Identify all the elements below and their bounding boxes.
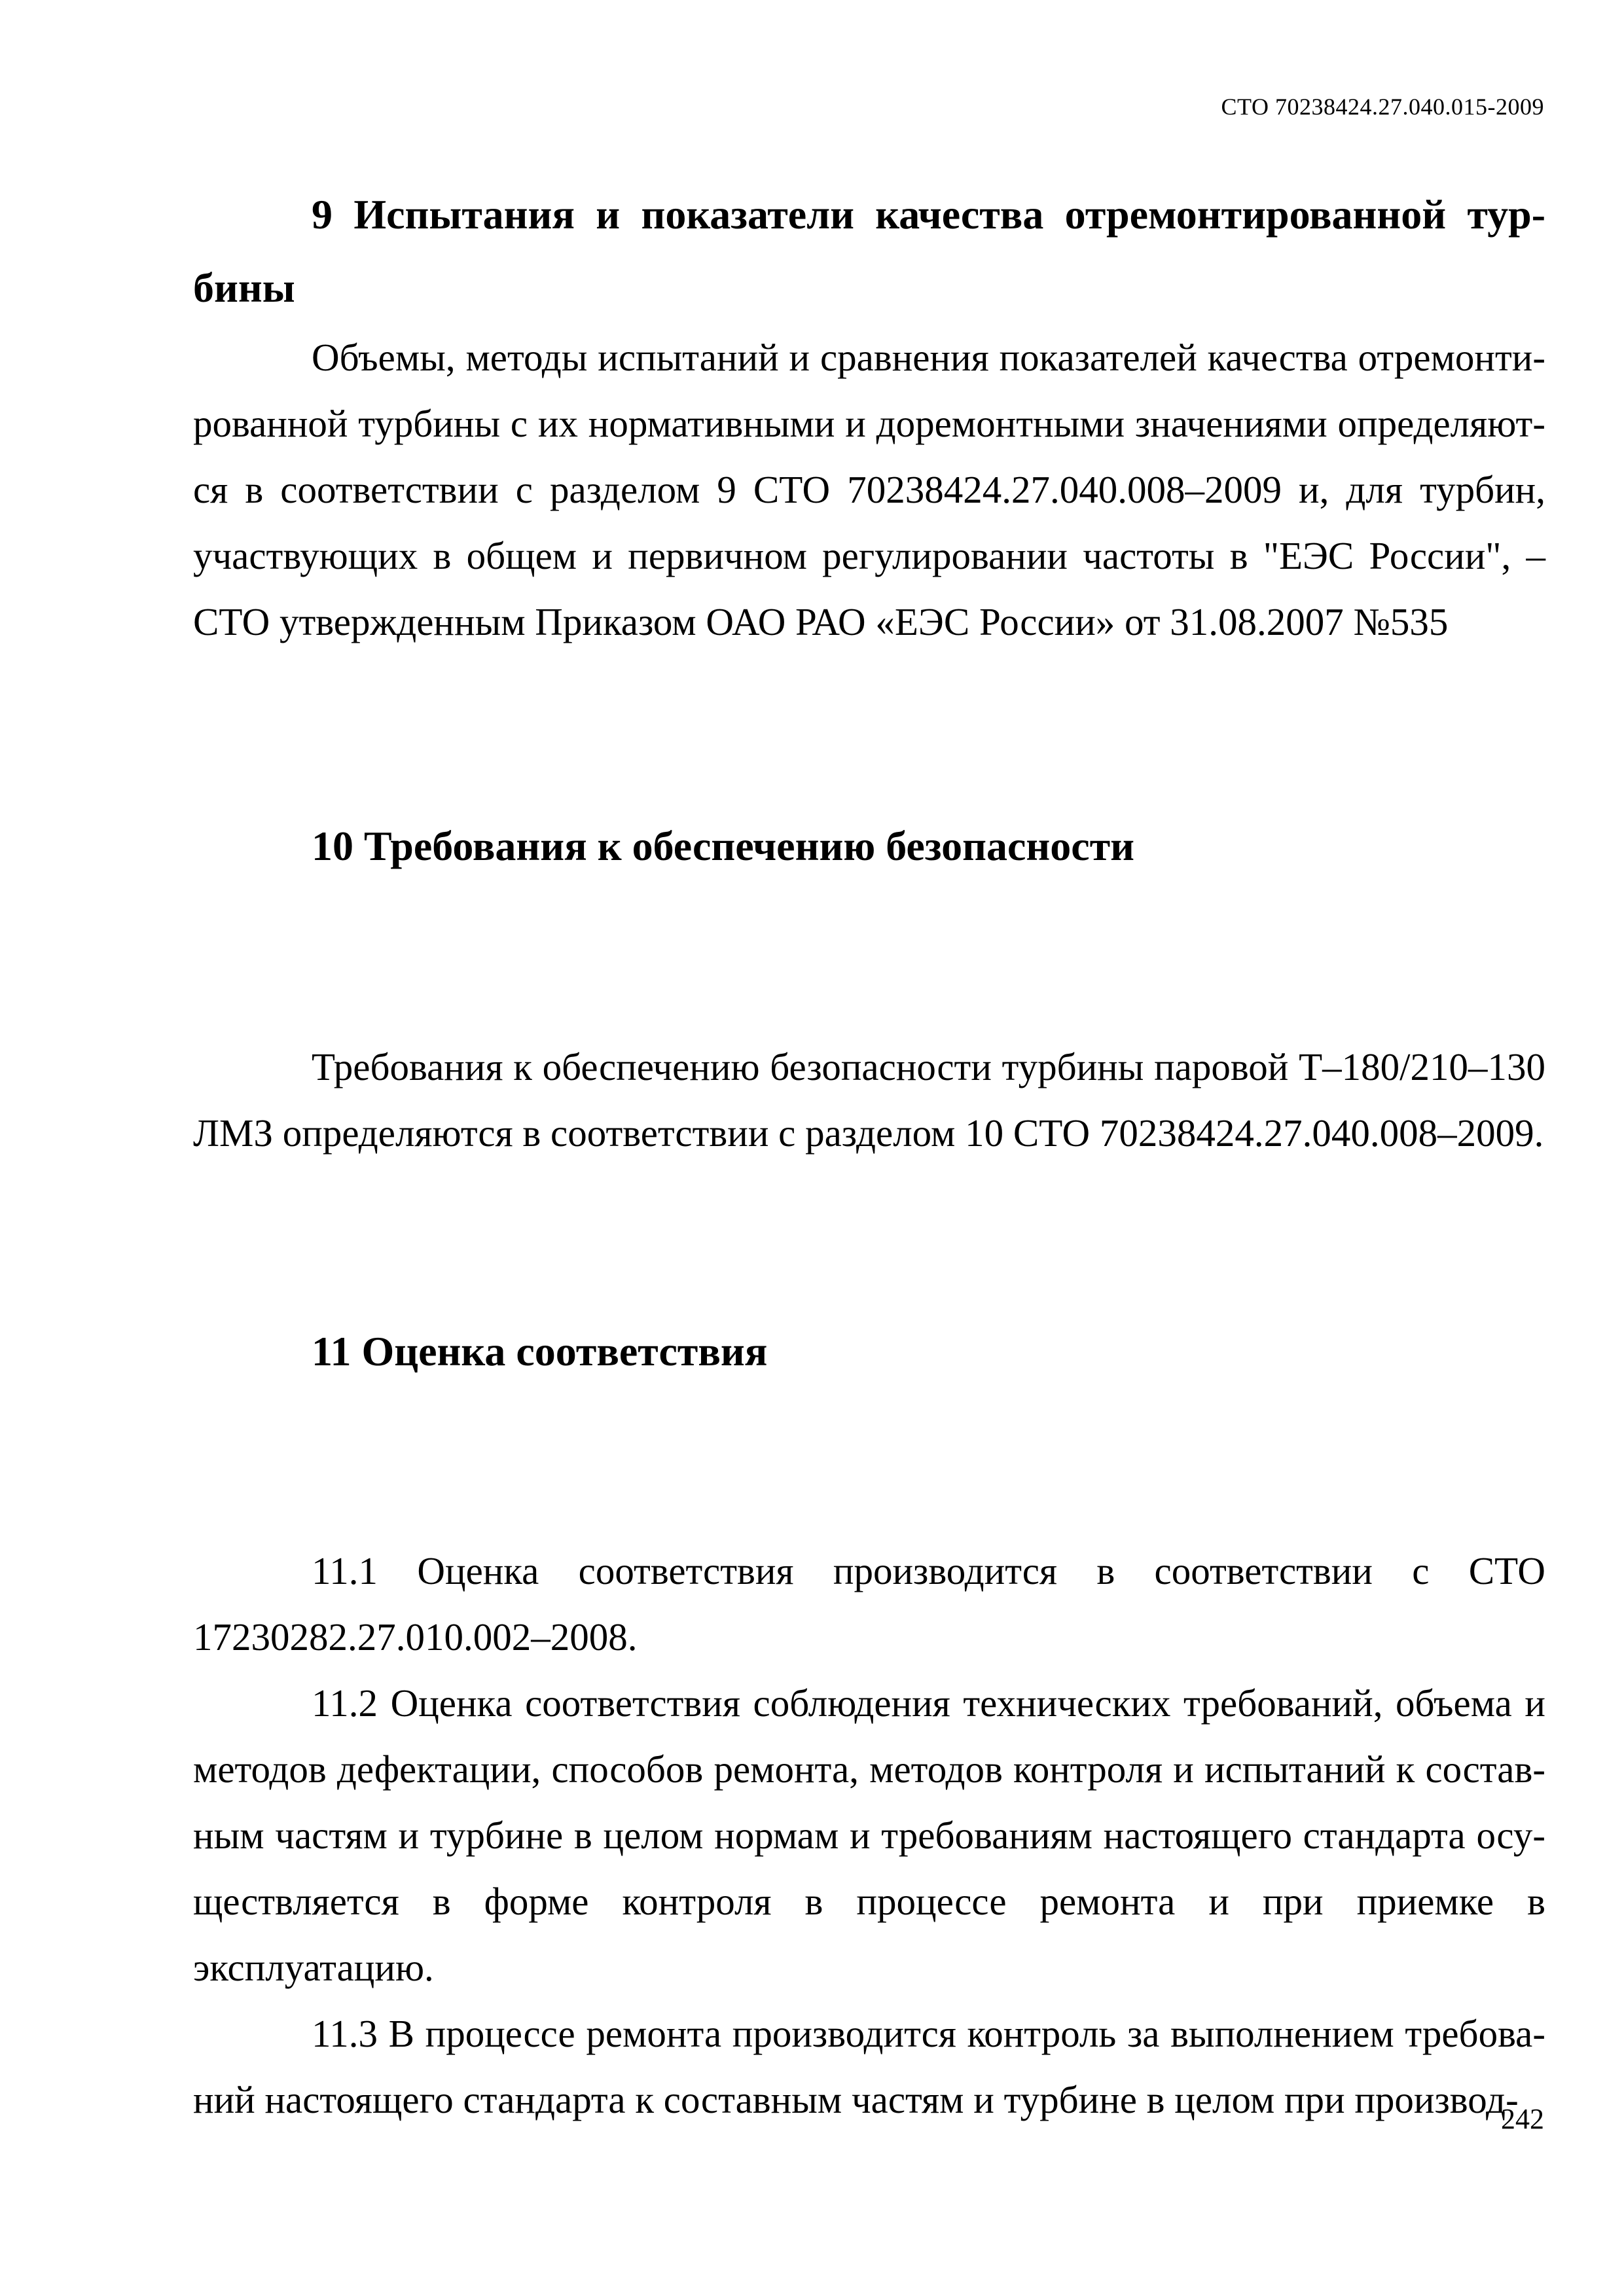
section-10-body (193, 1034, 1545, 1166)
section-9-paragraph: Объемы, методы испытаний и сравнения показателей качества отремонти-рованной турбины с их нормативными и доремонтными значениями определяют-ся в соответствии с разделом 9 СТО 70238424.27.040.008–2009 и, для турбин, участвующих в общем и первичном регулировании частоты в "ЕЭС России", – СТО утвержденным Приказом ОАО РАО «ЕЭС России» от 31.08.2007 №535 (193, 336, 1545, 643)
section-10 (193, 810, 1545, 883)
section-11-paragraph-1: 11.1 Оценка соответствия производится в соответствии с СТО 17230282.27.010.002–2008. (193, 1549, 1545, 1659)
page-number: 242 (1501, 2103, 1544, 2135)
section-10-title: 10 Требования к обеспечению безопасности (312, 823, 1134, 869)
section-11-paragraph-3: 11.3 В процессе ремонта производится контроль за выполнением требова-ний настоящего стандарта к составным частям и турбине в целом при производ- (193, 2012, 1545, 2121)
section-11-body (193, 1538, 1545, 2133)
section-11-paragraph-2: 11.2 Оценка соответствия соблюдения технических требований, объема и методов дефектации, способов ремонта, методов контроля и испытаний к состав-ным частям и турбине в целом нормам и требованиям настоящего стандарта осу-ществляется в форме контроля в процессе ремонта и при приемке в эксплуатацию. (193, 1681, 1545, 1989)
document-code: СТО 70238424.27.040.015-2009 (1221, 94, 1544, 120)
section-11-title: 11 Оценка соответствия (312, 1328, 768, 1374)
section-10-paragraph: Требования к обеспечению безопасности турбины паровой Т–180/210–130 ЛМЗ определяются в соответствии с разделом 10 СТО 70238424.27.040.008–2009. (193, 1045, 1545, 1155)
section-9-title: 9 Испытания и показатели качества отремонтированной тур-бины (193, 191, 1545, 311)
section-9 (193, 178, 1545, 655)
section-11 (193, 1315, 1545, 1388)
